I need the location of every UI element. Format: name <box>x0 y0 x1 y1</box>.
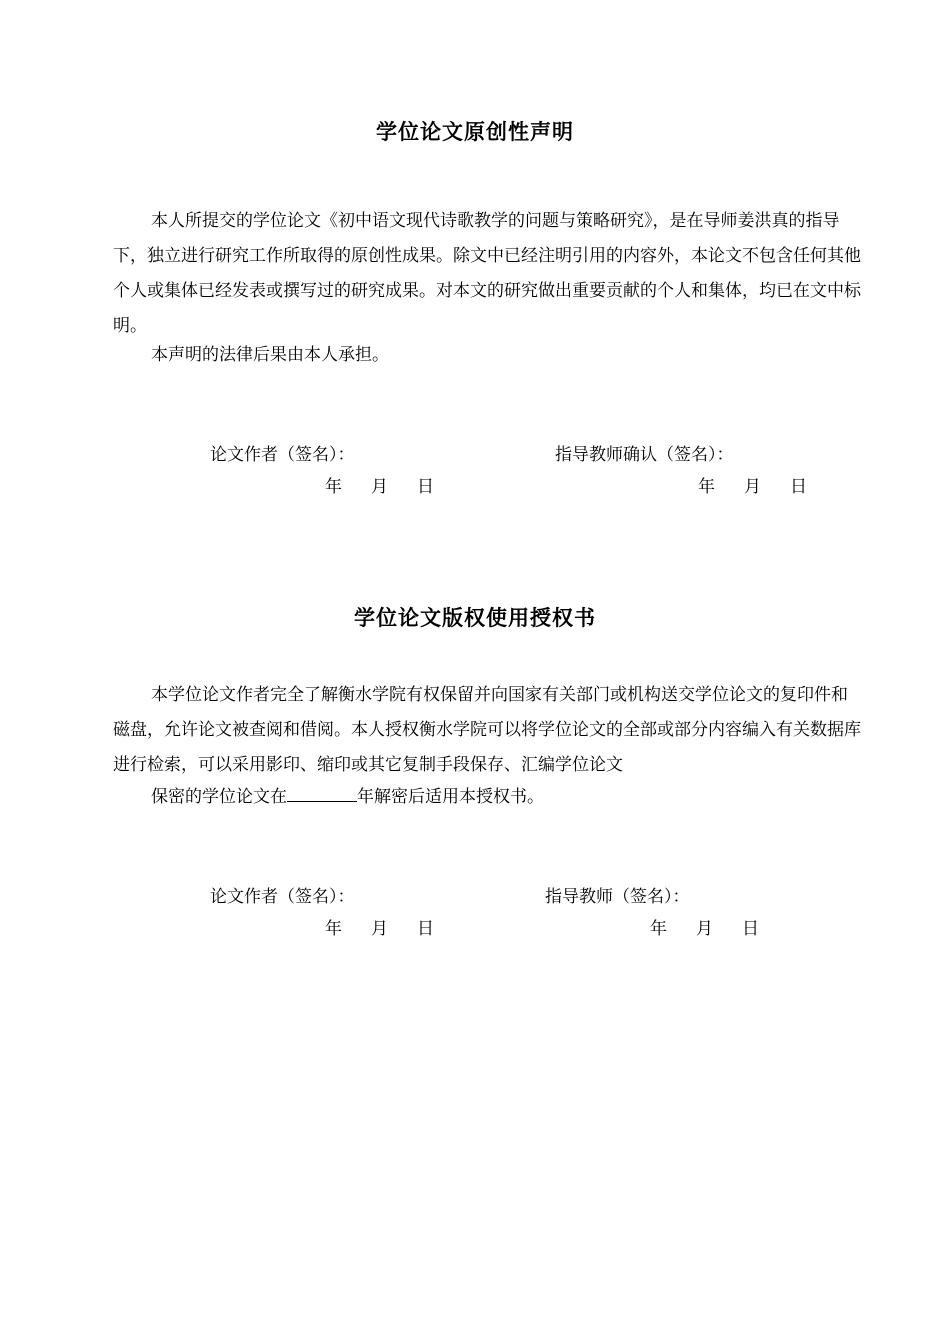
date-month: 月 <box>696 919 713 939</box>
authorization-paragraph-2-before: 保密的学位论文在 <box>151 787 287 807</box>
authorization-author-signature-label: 论文作者（签名）： <box>210 887 355 907</box>
authorization-advisor-signature-label: 指导教师（签名）： <box>545 887 690 907</box>
date-day: 日 <box>742 919 759 939</box>
date-day: 日 <box>417 477 434 497</box>
declaration-author-signature-label: 论文作者（签名）： <box>210 445 355 465</box>
declaration-paragraph-2: 本声明的法律后果由本人承担。 <box>151 345 389 365</box>
date-year: 年 <box>650 919 667 939</box>
date-year: 年 <box>325 477 342 497</box>
date-month: 月 <box>371 477 388 497</box>
date-month: 月 <box>744 477 761 497</box>
authorization-author-date <box>325 914 463 939</box>
date-day: 日 <box>417 919 434 939</box>
years-blank <box>287 787 357 802</box>
date-year: 年 <box>698 477 715 497</box>
authorization-title: 学位论文版权使用授权书 <box>354 606 596 630</box>
date-year: 年 <box>325 919 342 939</box>
declaration-advisor-signature-label: 指导教师确认（签名）： <box>555 445 734 465</box>
authorization-advisor-date <box>650 914 788 939</box>
declaration-author-date <box>325 472 463 497</box>
declaration-advisor-date <box>698 472 836 497</box>
declaration-title: 学位论文原创性声明 <box>376 120 574 144</box>
date-day: 日 <box>790 477 807 497</box>
authorization-paragraph-2 <box>113 780 863 815</box>
authorization-paragraph-1: 本学位论文作者完全了解衡水学院有权保留并向国家有关部门或机构送交学位论文的复印件和磁盘，允许论文被查阅和借阅。本人授权衡水学院可以将学位论文的全部或部分内容编入有关数据库进行检索，可以采用影印、缩印或其它复制手段保存、汇编学位论文 <box>113 685 861 775</box>
date-month: 月 <box>371 919 388 939</box>
authorization-paragraph-2-after: 年解密后适用本授权书。 <box>357 787 544 807</box>
declaration-paragraph-1: 本人所提交的学位论文《初中语文现代诗歌教学的问题与策略研究》，是在导师姜洪真的指导下，独立进行研究工作所取得的原创性成果。除文中已经注明引用的内容外，本论文不包含任何其他个人或集体已经发表或撰写过的研究成果。对本文的研究做出重要贡献的个人和集体，均已在文中标明。 <box>113 211 861 336</box>
